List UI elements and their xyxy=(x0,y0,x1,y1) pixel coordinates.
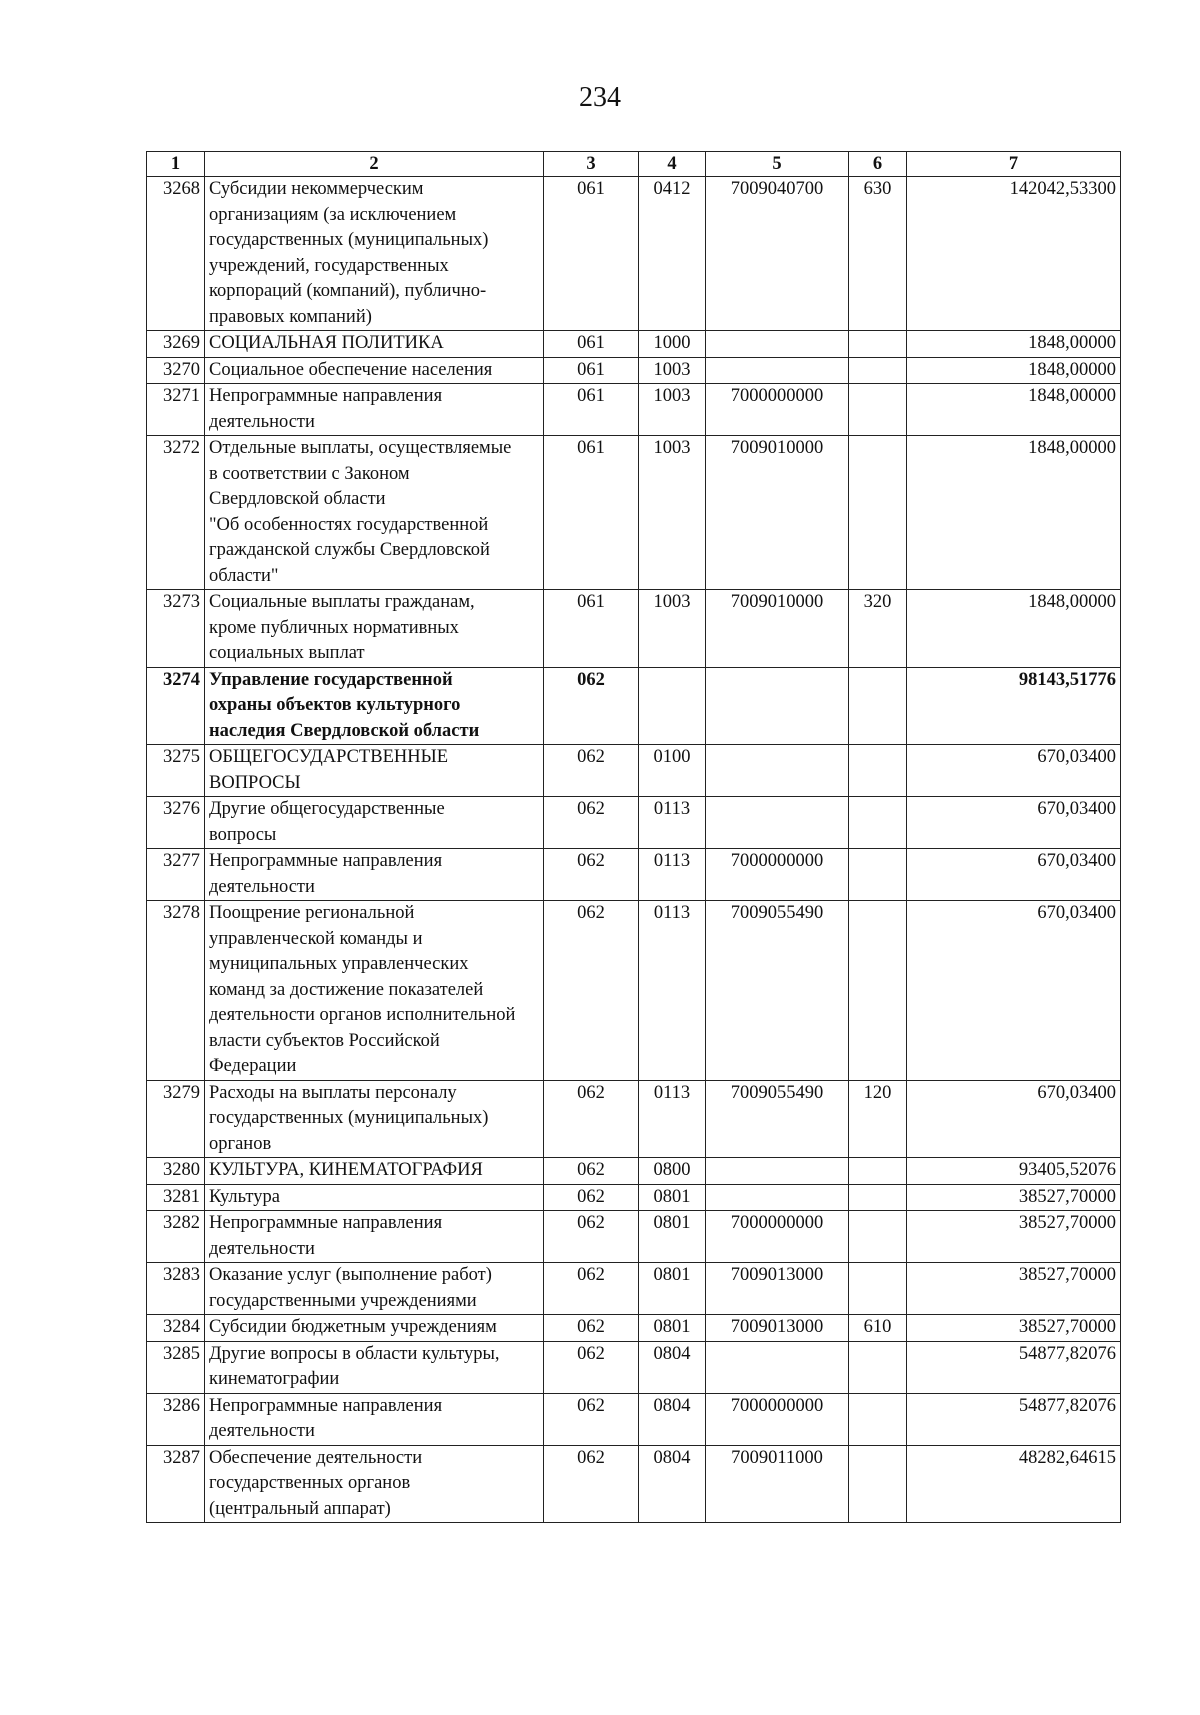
row-expense-type: 320 xyxy=(849,590,907,668)
row-expense-type: 120 xyxy=(849,1080,907,1158)
row-name-cell xyxy=(205,177,544,331)
row-amount: 142042,53300 xyxy=(907,177,1121,331)
table-row xyxy=(147,667,1121,745)
row-name-cell xyxy=(205,1263,544,1315)
table-row xyxy=(147,1315,1121,1342)
row-target-code xyxy=(706,331,849,358)
row-name: КУЛЬТУРА, КИНЕМАТОГРАФИЯ xyxy=(209,1160,483,1180)
row-target-code: 7009013000 xyxy=(706,1263,849,1315)
table-row xyxy=(147,331,1121,358)
row-expense-type xyxy=(849,1184,907,1211)
row-number: 3285 xyxy=(147,1341,205,1393)
row-target-code xyxy=(706,797,849,849)
row-admin-code: 061 xyxy=(544,436,639,590)
row-amount: 1848,00000 xyxy=(907,357,1121,384)
table-row xyxy=(147,1263,1121,1315)
row-admin-code: 062 xyxy=(544,849,639,901)
row-number: 3271 xyxy=(147,384,205,436)
row-name: Непрограммные направления деятельности xyxy=(209,1395,443,1441)
row-target-code: 7009013000 xyxy=(706,1315,849,1342)
row-target-code: 7000000000 xyxy=(706,384,849,436)
row-expense-type xyxy=(849,1158,907,1185)
row-section-code: 0113 xyxy=(639,901,706,1081)
row-expense-type xyxy=(849,1341,907,1393)
row-target-code: 7000000000 xyxy=(706,1393,849,1445)
row-amount: 38527,70000 xyxy=(907,1315,1121,1342)
row-expense-type xyxy=(849,331,907,358)
row-name: Другие общегосударственные вопросы xyxy=(209,799,445,845)
row-admin-code: 061 xyxy=(544,331,639,358)
row-section-code: 0801 xyxy=(639,1184,706,1211)
row-number: 3280 xyxy=(147,1158,205,1185)
row-target-code: 7009010000 xyxy=(706,436,849,590)
row-target-code xyxy=(706,1158,849,1185)
row-name: ОБЩЕГОСУДАРСТВЕННЫЕ ВОПРОСЫ xyxy=(209,747,449,793)
row-name: Другие вопросы в области культуры, кинематографии xyxy=(209,1343,500,1389)
row-amount: 670,03400 xyxy=(907,901,1121,1081)
row-admin-code: 062 xyxy=(544,1341,639,1393)
row-name: Социальные выплаты гражданам, кроме публичных нормативных социальных выплат xyxy=(209,592,475,663)
row-section-code: 0801 xyxy=(639,1315,706,1342)
row-number: 3284 xyxy=(147,1315,205,1342)
row-admin-code: 062 xyxy=(544,1158,639,1185)
row-name: Расходы на выплаты персоналу государственных (муниципальных) органов xyxy=(209,1082,489,1154)
table-row xyxy=(147,357,1121,384)
row-admin-code: 062 xyxy=(544,1445,639,1523)
header-row xyxy=(147,152,1121,177)
row-expense-type: 630 xyxy=(849,177,907,331)
header-col-6: 6 xyxy=(849,152,907,177)
budget-table xyxy=(146,151,1121,1523)
row-number: 3286 xyxy=(147,1393,205,1445)
row-section-code: 0801 xyxy=(639,1211,706,1263)
table-row xyxy=(147,901,1121,1081)
row-amount: 1848,00000 xyxy=(907,436,1121,590)
table-row xyxy=(147,1393,1121,1445)
row-amount: 1848,00000 xyxy=(907,331,1121,358)
row-amount: 54877,82076 xyxy=(907,1341,1121,1393)
row-amount: 38527,70000 xyxy=(907,1184,1121,1211)
row-admin-code: 062 xyxy=(544,1184,639,1211)
row-name-cell xyxy=(205,797,544,849)
row-target-code: 7009010000 xyxy=(706,590,849,668)
row-section-code: 0800 xyxy=(639,1158,706,1185)
row-name-cell xyxy=(205,901,544,1081)
row-name: Социальное обеспечение населения xyxy=(209,359,493,380)
row-number: 3275 xyxy=(147,745,205,797)
row-admin-code: 061 xyxy=(544,590,639,668)
row-number: 3274 xyxy=(147,667,205,745)
row-name-cell xyxy=(205,436,544,590)
row-section-code: 0804 xyxy=(639,1445,706,1523)
row-name-cell xyxy=(205,590,544,668)
row-name: Непрограммные направления деятельности xyxy=(209,1213,443,1259)
row-target-code xyxy=(706,667,849,745)
row-name: Управление государственной охраны объектов культурного наследия Свердловской области xyxy=(209,669,480,741)
row-name-cell xyxy=(205,1184,544,1211)
table-row xyxy=(147,1445,1121,1523)
row-expense-type xyxy=(849,849,907,901)
table-row xyxy=(147,384,1121,436)
row-section-code: 0113 xyxy=(639,849,706,901)
table-row xyxy=(147,1080,1121,1158)
table-row xyxy=(147,590,1121,668)
row-expense-type xyxy=(849,667,907,745)
row-number: 3273 xyxy=(147,590,205,668)
row-amount: 670,03400 xyxy=(907,1080,1121,1158)
row-section-code: 0804 xyxy=(639,1393,706,1445)
row-number: 3278 xyxy=(147,901,205,1081)
header-col-5: 5 xyxy=(706,152,849,177)
row-amount: 38527,70000 xyxy=(907,1211,1121,1263)
row-number: 3276 xyxy=(147,797,205,849)
row-expense-type: 610 xyxy=(849,1315,907,1342)
table-row xyxy=(147,1184,1121,1211)
row-amount: 670,03400 xyxy=(907,797,1121,849)
row-expense-type xyxy=(849,1211,907,1263)
row-expense-type xyxy=(849,357,907,384)
row-admin-code: 061 xyxy=(544,357,639,384)
row-target-code: 7009055490 xyxy=(706,901,849,1081)
row-amount: 54877,82076 xyxy=(907,1393,1121,1445)
row-expense-type xyxy=(849,1445,907,1523)
table-row xyxy=(147,797,1121,849)
table-row xyxy=(147,1341,1121,1393)
row-expense-type xyxy=(849,1263,907,1315)
row-admin-code: 062 xyxy=(544,1080,639,1158)
page-number: 234 xyxy=(579,82,621,113)
row-target-code xyxy=(706,745,849,797)
row-section-code: 1003 xyxy=(639,436,706,590)
row-name: Субсидии бюджетным учреждениям xyxy=(209,1317,497,1337)
row-section-code: 0113 xyxy=(639,1080,706,1158)
row-name: Отдельные выплаты, осуществляемые в соответствии с Законом Свердловской области "Об особенностях государственной гражданской службы Свердловской области" xyxy=(209,438,512,586)
row-target-code xyxy=(706,1341,849,1393)
row-target-code xyxy=(706,1184,849,1211)
row-admin-code: 062 xyxy=(544,1393,639,1445)
row-expense-type xyxy=(849,745,907,797)
row-section-code: 1000 xyxy=(639,331,706,358)
row-name-cell xyxy=(205,1393,544,1445)
row-number: 3277 xyxy=(147,849,205,901)
row-section-code: 1003 xyxy=(639,590,706,668)
row-section-code: 0804 xyxy=(639,1341,706,1393)
row-expense-type xyxy=(849,797,907,849)
row-name: Непрограммные направления деятельности xyxy=(209,386,443,432)
row-name: Оказание услуг (выполнение работ) государственными учреждениями xyxy=(209,1265,492,1311)
row-amount: 38527,70000 xyxy=(907,1263,1121,1315)
row-admin-code: 061 xyxy=(544,177,639,331)
row-number: 3270 xyxy=(147,357,205,384)
header-col-1: 1 xyxy=(147,152,205,177)
row-section-code: 0100 xyxy=(639,745,706,797)
row-name-cell xyxy=(205,331,544,358)
row-name-cell xyxy=(205,1211,544,1263)
row-number: 3269 xyxy=(147,331,205,358)
row-name-cell xyxy=(205,1445,544,1523)
row-name: Субсидии некоммерческим организациям (за исключением государственных (муниципальных) учреждений, государственных корпораций (компаний), публично- правовых компаний) xyxy=(209,179,489,327)
row-target-code xyxy=(706,357,849,384)
row-amount: 1848,00000 xyxy=(907,384,1121,436)
row-target-code: 7009040700 xyxy=(706,177,849,331)
table-row xyxy=(147,1211,1121,1263)
table-row xyxy=(147,745,1121,797)
row-target-code: 7000000000 xyxy=(706,1211,849,1263)
row-name: СОЦИАЛЬНАЯ ПОЛИТИКА xyxy=(209,333,444,353)
row-target-code: 7009011000 xyxy=(706,1445,849,1523)
row-admin-code: 062 xyxy=(544,667,639,745)
row-expense-type xyxy=(849,384,907,436)
row-number: 3283 xyxy=(147,1263,205,1315)
row-name-cell xyxy=(205,1080,544,1158)
row-section-code: 0113 xyxy=(639,797,706,849)
row-name-cell xyxy=(205,1341,544,1393)
row-admin-code: 062 xyxy=(544,797,639,849)
table-row xyxy=(147,1158,1121,1185)
row-admin-code: 062 xyxy=(544,1211,639,1263)
row-admin-code: 062 xyxy=(544,1263,639,1315)
row-section-code xyxy=(639,667,706,745)
row-expense-type xyxy=(849,901,907,1081)
row-amount: 670,03400 xyxy=(907,849,1121,901)
row-number: 3272 xyxy=(147,436,205,590)
row-admin-code: 061 xyxy=(544,384,639,436)
header-col-4: 4 xyxy=(639,152,706,177)
row-name-cell xyxy=(205,1315,544,1342)
row-name-cell xyxy=(205,1158,544,1185)
row-admin-code: 062 xyxy=(544,901,639,1081)
row-target-code: 7009055490 xyxy=(706,1080,849,1158)
row-amount: 48282,64615 xyxy=(907,1445,1121,1523)
table-row xyxy=(147,436,1121,590)
header-col-2: 2 xyxy=(205,152,544,177)
row-name: Обеспечение деятельности государственных органов (центральный аппарат) xyxy=(209,1447,423,1519)
row-amount: 93405,52076 xyxy=(907,1158,1121,1185)
row-target-code: 7000000000 xyxy=(706,849,849,901)
row-name-cell xyxy=(205,357,544,384)
header-col-3: 3 xyxy=(544,152,639,177)
table-row xyxy=(147,849,1121,901)
table-header xyxy=(147,152,1121,177)
row-number: 3282 xyxy=(147,1211,205,1263)
row-name-cell xyxy=(205,849,544,901)
row-section-code: 0412 xyxy=(639,177,706,331)
header-col-7: 7 xyxy=(907,152,1121,177)
row-name-cell xyxy=(205,384,544,436)
row-number: 3279 xyxy=(147,1080,205,1158)
row-name-cell xyxy=(205,667,544,745)
row-section-code: 1003 xyxy=(639,357,706,384)
row-name: Поощрение региональной управленческой команды и муниципальных управленческих команд за достижение показателей деятельности органов исполнительной власти субъектов Российской Федерации xyxy=(209,903,516,1076)
row-section-code: 1003 xyxy=(639,384,706,436)
row-amount: 670,03400 xyxy=(907,745,1121,797)
row-number: 3268 xyxy=(147,177,205,331)
table-body xyxy=(147,177,1121,1523)
row-amount: 98143,51776 xyxy=(907,667,1121,745)
row-amount: 1848,00000 xyxy=(907,590,1121,668)
row-admin-code: 062 xyxy=(544,745,639,797)
table-row xyxy=(147,177,1121,331)
row-admin-code: 062 xyxy=(544,1315,639,1342)
row-section-code: 0801 xyxy=(639,1263,706,1315)
row-expense-type xyxy=(849,1393,907,1445)
row-name: Непрограммные направления деятельности xyxy=(209,851,443,897)
row-number: 3287 xyxy=(147,1445,205,1523)
row-name-cell xyxy=(205,745,544,797)
row-number: 3281 xyxy=(147,1184,205,1211)
row-name: Культура xyxy=(209,1186,280,1207)
row-expense-type xyxy=(849,436,907,590)
